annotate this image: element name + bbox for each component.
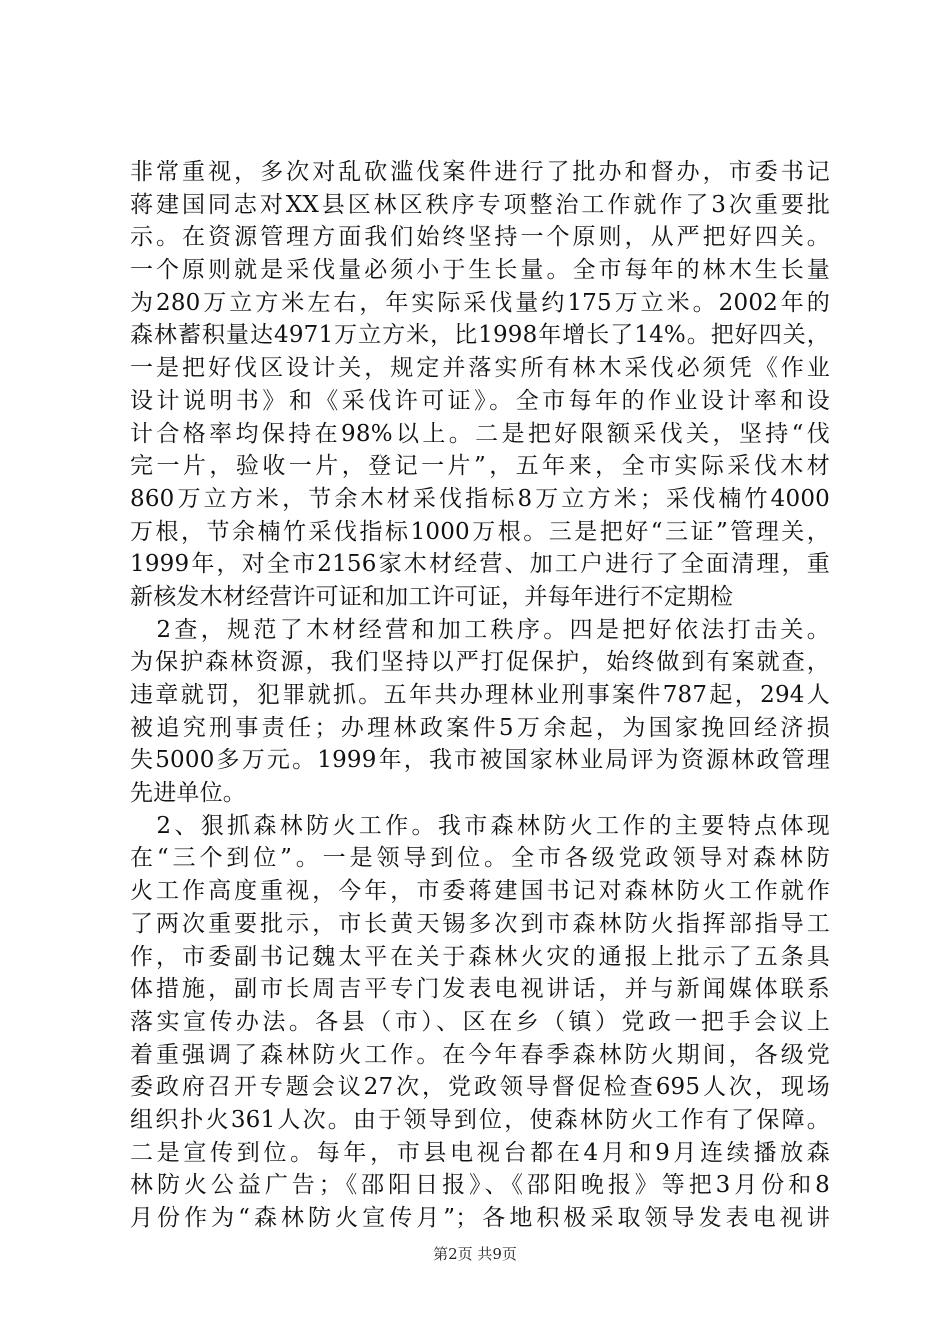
text-line: 完一片，验收一片，登记一片”，五年来，全市实际采伐木材 xyxy=(130,453,830,480)
text-line: 先进单位。 xyxy=(130,780,246,807)
text-line: 委政府召开专题会议27次，党政领导督促检查695人次，现场 xyxy=(130,1074,830,1101)
text-line: 示。在资源管理方面我们始终坚持一个原则，从严把好四关。 xyxy=(130,224,830,251)
text-line: 林防火公益广告；《邵阳日报》、《邵阳晚报》等把3月份和8 xyxy=(130,1172,830,1199)
text-line: 为保护森林资源，我们坚持以严打促保护，始终做到有案就查， xyxy=(130,649,830,676)
text-line: 落实宣传办法。各县（市）、区在乡（镇）党政一把手会议上 xyxy=(130,1008,830,1035)
page-footer: 第2页 共9页 xyxy=(433,1245,517,1263)
text-line: 作，市委副书记魏太平在关于森林火灾的通报上批示了五条具 xyxy=(130,943,830,970)
text-line: 1999年，对全市2156家木材经营、加工户进行了全面清理，重 xyxy=(130,551,830,578)
text-line: 火工作高度重视，今年，市委蒋建国书记对森林防火工作就作 xyxy=(130,878,830,905)
text-line: 2、狠抓森林防火工作。我市森林防火工作的主要特点体现 xyxy=(130,812,830,839)
text-line: 违章就罚，犯罪就抓。五年共办理林业刑事案件787起，294人 xyxy=(130,682,830,708)
text-line: 新核发木材经营许可证和加工许可证，并每年进行不定期检 xyxy=(130,583,734,610)
text-line: 被追究刑事责任；办理林政案件5万余起，为国家挽回经济损 xyxy=(130,714,830,741)
text-line: 设计说明书》和《采伐许可证》。全市每年的作业设计率和设 xyxy=(130,387,830,414)
text-line: 森林蓄积量达4971万立方米，比1998年增长了14%。把好四关， xyxy=(130,322,830,349)
text-line: 二是宣传到位。每年，市县电视台都在4月和9月连续播放森 xyxy=(130,1139,830,1166)
text-line: 一个原则就是采伐量必须小于生长量。全市每年的林木生长量 xyxy=(130,257,830,284)
text-line: 着重强调了森林防火工作。在今年春季森林防火期间，各级党 xyxy=(130,1041,830,1068)
text-line: 为280万立方米左右，年实际采伐量约175万立米。2002年的 xyxy=(130,289,830,316)
text-line: 860万立方米，节余木材采伐指标8万立方米；采伐楠竹4000 xyxy=(130,485,830,512)
text-line: 计合格率均保持在98%以上。二是把好限额采伐关，坚持“伐 xyxy=(130,420,830,447)
text-line: 失5000多万元。1999年，我市被国家林业局评为资源林政管理 xyxy=(130,747,830,774)
text-line: 月份作为“森林防火宣传月”；各地积极采取领导发表电视讲 xyxy=(130,1205,830,1231)
text-line: 2查，规范了木材经营和加工秩序。四是把好依法打击关。 xyxy=(130,616,830,643)
text-line: 在“三个到位”。一是领导到位。全市各级党政领导对森林防 xyxy=(130,845,830,872)
text-line: 非常重视，多次对乱砍滥伐案件进行了批办和督办，市委书记 xyxy=(130,159,830,185)
text-line: 万根，节余楠竹采伐指标1000万根。三是把好“三证”管理关， xyxy=(130,518,830,545)
text-line: 蒋建国同志对XX县区林区秩序专项整治工作就作了3次重要批 xyxy=(130,191,830,218)
text-line: 组织扑火361人次。由于领导到位，使森林防火工作有了保障。 xyxy=(130,1106,830,1133)
text-line: 了两次重要批示，市长黄天锡多次到市森林防火指挥部指导工 xyxy=(130,910,830,937)
text-line: 体措施，副市长周吉平专门发表电视讲话，并与新闻媒体联系 xyxy=(130,976,830,1003)
body-text xyxy=(130,156,830,1235)
text-line: 一是把好伐区设计关，规定并落实所有林木采伐必须凭《作业 xyxy=(130,355,830,382)
